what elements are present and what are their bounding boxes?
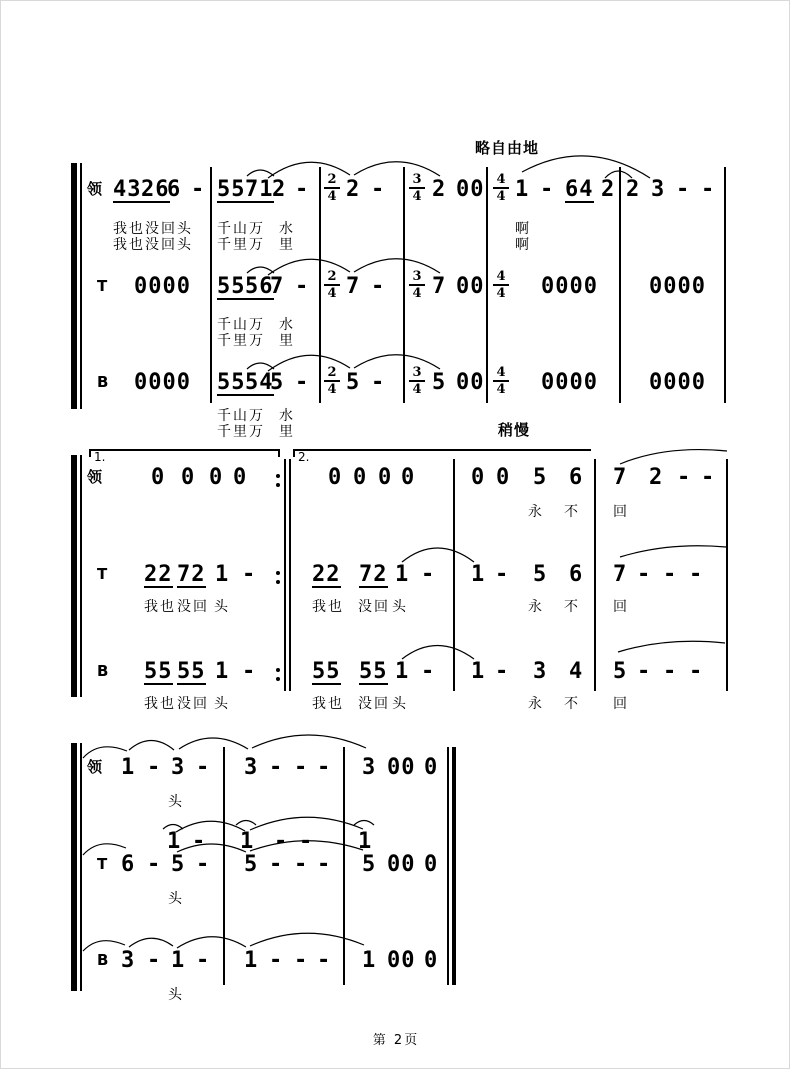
lyric-text: 头 — [392, 599, 408, 615]
slur-arc — [620, 546, 726, 557]
slur-arc — [522, 156, 650, 178]
lyric-text: 啊 — [515, 237, 531, 253]
lyric-text: 里 — [279, 333, 295, 349]
note-token: - — [242, 562, 257, 587]
lyric-text: 不 — [564, 599, 580, 615]
note-token: 71 — [245, 177, 274, 202]
barline — [619, 167, 621, 403]
note-token: 0 — [424, 852, 439, 877]
volta-label: 1. — [94, 450, 106, 464]
time-signature-bottom: 4 — [327, 286, 337, 301]
tempo-mark: 稍慢 — [498, 421, 531, 439]
time-signature-top: 2 — [327, 172, 337, 187]
note-token: 1 — [515, 177, 530, 202]
lyric-text: 啊 — [515, 221, 531, 237]
note-token: - — [269, 852, 284, 877]
voice-label: B — [97, 951, 109, 969]
note-token: 1 — [395, 659, 410, 684]
time-signature-top: 2 — [327, 269, 337, 284]
voice-label: 领 — [87, 180, 103, 198]
note-token: 1 — [244, 948, 259, 973]
note-token: - — [299, 829, 314, 854]
lyric-text: 永 — [528, 504, 544, 520]
time-signature-bottom: 4 — [412, 286, 422, 301]
note-token: - — [269, 948, 284, 973]
note-token: 0 — [378, 465, 393, 490]
barline — [452, 747, 456, 985]
time-signature — [492, 366, 510, 396]
tempo-mark: 略自由地 — [475, 139, 540, 157]
note-token: 3 — [244, 755, 259, 780]
time-signature-bottom: 4 — [496, 189, 506, 204]
note-token: 1 — [362, 948, 377, 973]
note-token: - — [147, 755, 162, 780]
system-start-thin-bar — [80, 743, 82, 991]
time-signature-top: 3 — [412, 269, 422, 284]
slur-arc — [83, 941, 125, 951]
barline — [210, 167, 212, 403]
volta-bracket — [89, 449, 280, 457]
note-token: - — [540, 177, 555, 202]
barline — [726, 459, 728, 691]
note-token: 55 — [217, 177, 246, 202]
barline — [447, 747, 449, 985]
note-token: 55 — [177, 659, 206, 684]
lyric-text: 头 — [214, 696, 230, 712]
slur-arc — [252, 735, 366, 748]
time-signature — [408, 173, 426, 203]
repeat-dot — [276, 677, 280, 681]
note-token: - — [663, 659, 678, 684]
slur-arc — [129, 741, 174, 751]
repeat-dot — [276, 474, 280, 478]
note-token: 22 — [144, 562, 173, 587]
system-start-thick-bar — [71, 455, 77, 697]
slur-arc — [354, 821, 374, 826]
lyric-text: 千山万 — [217, 221, 265, 237]
slur-arc — [402, 646, 474, 660]
slur-arc — [620, 450, 727, 464]
note-token: 0 — [209, 465, 224, 490]
note-token: 5 — [346, 370, 361, 395]
lyric-text: 永 — [528, 599, 544, 615]
slur-arc — [247, 170, 274, 176]
time-signature-top: 4 — [496, 269, 506, 284]
note-token: - — [495, 562, 510, 587]
time-signature-bottom: 4 — [496, 382, 506, 397]
volta-label: 2. — [298, 450, 310, 464]
note-token: - — [147, 948, 162, 973]
time-signature — [492, 173, 510, 203]
system-start-thin-bar — [80, 455, 82, 697]
note-token: 0 — [233, 465, 248, 490]
lyric-text: 头 — [214, 599, 230, 615]
note-token: - — [676, 177, 691, 202]
note-token: - — [689, 562, 704, 587]
lyric-text: 回 — [613, 696, 629, 712]
note-token: - — [317, 852, 332, 877]
lyric-text: 头 — [168, 987, 184, 1003]
slur-arc — [236, 821, 256, 826]
slur-arc — [177, 844, 246, 852]
note-token: - — [637, 562, 652, 587]
note-token: 1 — [171, 948, 186, 973]
note-token: - — [637, 659, 652, 684]
note-token: 2 — [432, 177, 447, 202]
time-signature-top: 4 — [496, 172, 506, 187]
lyric-text: 没回 — [177, 696, 209, 712]
lyric-text: 我也 — [144, 696, 176, 712]
lyric-text: 水 — [279, 317, 295, 333]
note-token: - — [495, 659, 510, 684]
slur-arc — [618, 641, 725, 652]
time-signature-top: 2 — [327, 365, 337, 380]
system-start-thick-bar — [71, 743, 77, 991]
slur-arc — [354, 259, 440, 273]
slur-arc — [176, 821, 245, 832]
lyric-text: 千里万 — [217, 424, 265, 440]
repeat-dot — [276, 580, 280, 584]
slur-arc — [129, 938, 173, 947]
note-token: 00 — [387, 948, 416, 973]
note-token: - — [371, 370, 386, 395]
note-token: 2 — [601, 177, 616, 202]
note-token: 00 — [456, 274, 485, 299]
note-token: 1 — [471, 659, 486, 684]
volta-bracket — [293, 449, 591, 457]
note-token: 6 — [121, 852, 136, 877]
time-signature — [323, 270, 341, 300]
system-start-thick-bar — [71, 163, 77, 409]
lyric-text: 我也没回头 — [113, 237, 193, 253]
note-token: 0 — [151, 465, 166, 490]
note-token: - — [196, 948, 211, 973]
note-token: - — [147, 852, 162, 877]
note-token: 5 — [432, 370, 447, 395]
note-token: 2 — [626, 177, 641, 202]
note-token: - — [371, 177, 386, 202]
lyric-text: 回 — [613, 504, 629, 520]
time-signature-top: 3 — [412, 365, 422, 380]
note-token: 1 — [215, 659, 230, 684]
note-token: 3 — [362, 755, 377, 780]
lyric-text: 千山万 — [217, 317, 265, 333]
note-token: 3 — [651, 177, 666, 202]
time-signature-top: 3 — [412, 172, 422, 187]
note-token: - — [242, 659, 257, 684]
note-token: 55 — [217, 370, 246, 395]
note-token: - — [421, 562, 436, 587]
slur-arc — [402, 548, 474, 562]
note-token: - — [701, 465, 716, 490]
note-token: - — [269, 755, 284, 780]
barline — [343, 747, 345, 985]
lyric-text: 我也 — [312, 696, 344, 712]
lyric-text: 我也 — [144, 599, 176, 615]
note-token: - — [191, 177, 206, 202]
time-signature-bottom: 4 — [412, 382, 422, 397]
note-token: 3 — [121, 948, 136, 973]
note-token: 0 — [424, 755, 439, 780]
time-signature-top: 4 — [496, 365, 506, 380]
note-token: - — [294, 755, 309, 780]
page-number: 第 2页 — [372, 1033, 420, 1048]
barline — [594, 459, 596, 691]
note-token: 5 — [270, 370, 285, 395]
note-token: 1 — [121, 755, 136, 780]
lyric-text: 头 — [392, 696, 408, 712]
note-token: - — [294, 852, 309, 877]
note-token: 0000 — [541, 274, 598, 299]
slur-arc — [247, 267, 274, 273]
repeat-dot — [276, 668, 280, 672]
lyric-text: 里 — [279, 237, 295, 253]
note-token: 1 — [215, 562, 230, 587]
note-token: 0 — [496, 465, 511, 490]
note-token: 00 — [387, 852, 416, 877]
lyric-text: 头 — [168, 891, 184, 907]
note-token: 43 — [113, 177, 142, 202]
lyric-text: 不 — [564, 504, 580, 520]
slur-arc — [354, 355, 440, 369]
slur-arc — [250, 933, 364, 946]
time-signature — [408, 366, 426, 396]
note-token: - — [689, 659, 704, 684]
barline — [289, 459, 291, 691]
lyric-text: 我也没回头 — [113, 221, 193, 237]
lyric-text: 没回 — [358, 599, 390, 615]
lyric-text: 千山万 — [217, 408, 265, 424]
note-token: 3 — [171, 755, 186, 780]
note-token: 0 — [181, 465, 196, 490]
note-token: 0000 — [649, 274, 706, 299]
voice-label: B — [97, 662, 109, 680]
time-signature-bottom: 4 — [412, 189, 422, 204]
note-token: 1 — [167, 829, 182, 854]
note-token: 55 — [217, 274, 246, 299]
lyric-text: 回 — [613, 599, 629, 615]
note-token: 5 — [244, 852, 259, 877]
note-token: 72 — [177, 562, 206, 587]
lyric-text: 不 — [564, 696, 580, 712]
slur-arc — [179, 738, 248, 749]
lyric-text: 里 — [279, 424, 295, 440]
note-token: 0 — [424, 948, 439, 973]
note-token: 55 — [359, 659, 388, 684]
note-token: 7 — [432, 274, 447, 299]
note-token: - — [317, 755, 332, 780]
lyric-text: 千里万 — [217, 237, 265, 253]
note-token: 22 — [312, 562, 341, 587]
voice-label: T — [97, 565, 108, 583]
note-token: - — [294, 948, 309, 973]
time-signature — [408, 270, 426, 300]
note-token: 55 — [312, 659, 341, 684]
note-token: 6 — [167, 177, 182, 202]
voice-label: T — [97, 277, 108, 295]
note-token: 56 — [245, 274, 274, 299]
time-signature — [323, 173, 341, 203]
note-token: 2 — [346, 177, 361, 202]
time-signature — [492, 270, 510, 300]
voice-label: T — [97, 855, 108, 873]
note-token: 0 — [471, 465, 486, 490]
voice-label: 领 — [87, 468, 103, 486]
note-token: 00 — [387, 755, 416, 780]
note-token: 0 — [353, 465, 368, 490]
lyric-text: 水 — [279, 221, 295, 237]
note-token: 5 — [533, 465, 548, 490]
barline — [403, 167, 405, 403]
note-token: 55 — [144, 659, 173, 684]
lyric-text: 没回 — [177, 599, 209, 615]
note-token: 6 — [569, 465, 584, 490]
lyric-text: 千里万 — [217, 333, 265, 349]
note-token: - — [421, 659, 436, 684]
note-token: - — [295, 370, 310, 395]
time-signature-bottom: 4 — [327, 189, 337, 204]
note-token: 0000 — [649, 370, 706, 395]
slur-arc — [354, 162, 440, 176]
barline — [223, 747, 225, 985]
barline — [319, 167, 321, 403]
note-token: 7 — [613, 465, 628, 490]
note-token: - — [663, 562, 678, 587]
slur-arc — [83, 844, 126, 855]
note-token: - — [317, 948, 332, 973]
note-token: 4 — [569, 659, 584, 684]
note-token: 1 — [395, 562, 410, 587]
time-signature-bottom: 4 — [327, 382, 337, 397]
note-token: - — [192, 829, 207, 854]
note-token: 5 — [171, 852, 186, 877]
voice-label: B — [97, 373, 109, 391]
repeat-dot — [276, 571, 280, 575]
barline — [486, 167, 488, 403]
note-token: 64 — [565, 177, 594, 202]
note-token: 3 — [533, 659, 548, 684]
barline — [724, 167, 726, 403]
note-token: 7 — [346, 274, 361, 299]
note-token: 00 — [456, 370, 485, 395]
note-token: 7 — [270, 274, 285, 299]
note-token: 5 — [613, 659, 628, 684]
note-token: 1 — [240, 829, 255, 854]
note-token: 0000 — [134, 274, 191, 299]
lyric-text: 水 — [279, 408, 295, 424]
note-token: 0 — [328, 465, 343, 490]
note-token: 5 — [533, 562, 548, 587]
time-signature — [323, 366, 341, 396]
note-token: 72 — [359, 562, 388, 587]
slur-arc — [177, 937, 246, 948]
voice-label: 领 — [87, 758, 103, 776]
note-token: - — [371, 274, 386, 299]
note-token: 0 — [401, 465, 416, 490]
note-token: - — [677, 465, 692, 490]
note-token: - — [701, 177, 716, 202]
slur-arcs-layer — [1, 1, 790, 1069]
note-token: - — [196, 852, 211, 877]
repeat-dot — [276, 483, 280, 487]
note-token: 7 — [613, 562, 628, 587]
note-token: 2 — [272, 177, 287, 202]
note-token: 26 — [141, 177, 170, 202]
note-token: 2 — [649, 465, 664, 490]
note-token: - — [274, 829, 289, 854]
note-token: 5 — [362, 852, 377, 877]
lyric-text: 没回 — [358, 696, 390, 712]
note-token: 00 — [456, 177, 485, 202]
slur-arc — [247, 363, 274, 369]
lyric-text: 永 — [528, 696, 544, 712]
barline — [284, 459, 286, 691]
lyric-text: 我也 — [312, 599, 344, 615]
time-signature-bottom: 4 — [496, 286, 506, 301]
note-token: 54 — [245, 370, 274, 395]
note-token: - — [295, 274, 310, 299]
note-token: 6 — [569, 562, 584, 587]
barline — [453, 459, 455, 691]
note-token: 0000 — [541, 370, 598, 395]
note-token: 0000 — [134, 370, 191, 395]
note-token: 1 — [471, 562, 486, 587]
note-token: 1 — [358, 829, 373, 854]
system-start-thin-bar — [80, 163, 82, 409]
note-token: - — [196, 755, 211, 780]
note-token: - — [295, 177, 310, 202]
lyric-text: 头 — [168, 794, 184, 810]
